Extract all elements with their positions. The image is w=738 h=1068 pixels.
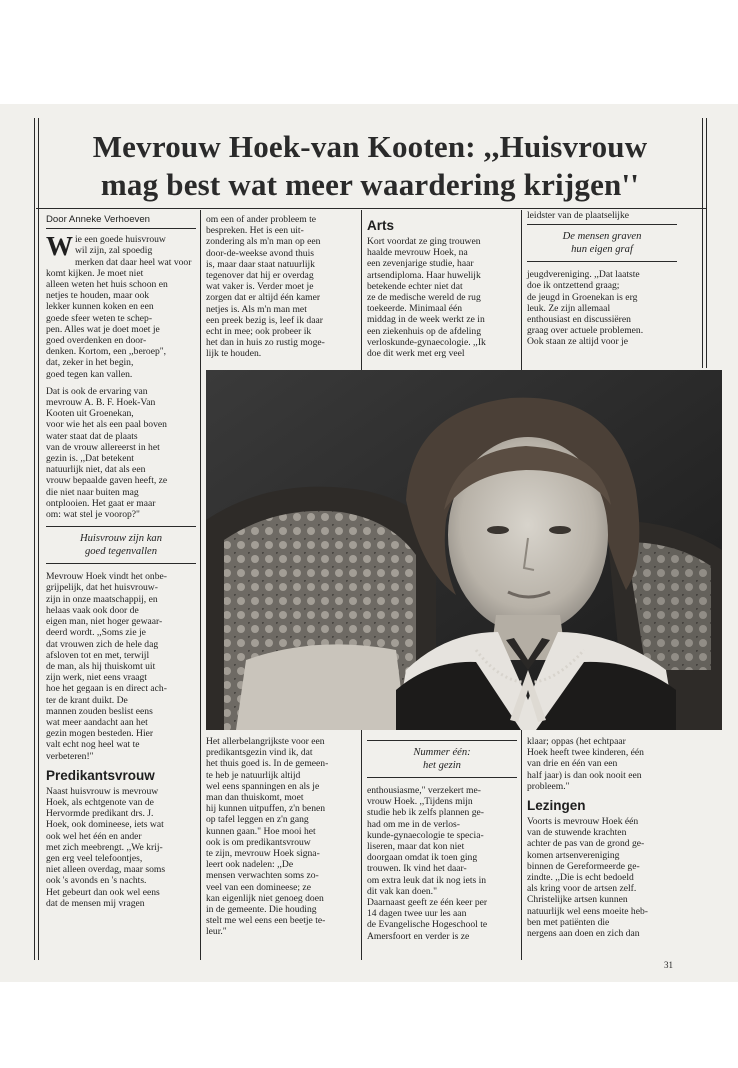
column-2-top bbox=[206, 214, 357, 360]
portrait-photo bbox=[206, 370, 722, 730]
page-number: 31 bbox=[664, 960, 673, 970]
column-1 bbox=[46, 214, 196, 909]
paragraph-predikant: Naast huisvrouw is mevrouw Hoek, als echtgenote van de Hervormde predikant drs. J. Hoek, ook domineese, iets wat ook wel het één en ander met zich meebrengt. ,,We krij- gen erg veel telefoontjes, niet alleen overdag, maar soms ook 's avonds en 's nachts. Het gebeurt dan ook wel eens dat de mensen mij vragen bbox=[46, 785, 166, 909]
column-3-bottom bbox=[367, 734, 517, 942]
column-rule-2b bbox=[361, 730, 362, 960]
pull-quote-graven: De mensen graven hun eigen graf bbox=[527, 224, 677, 262]
intro-paragraph bbox=[46, 231, 196, 380]
magazine-page bbox=[0, 104, 738, 982]
paragraph-onbegrijpelijk: Mevrouw Hoek vindt het onbe- grijpelijk, dat het huisvrouw- zijn in onze maatschappij, en helaas vaak ook door de eigen man, niet hoger gewaar- deerd wordt. ,,Soms zie je dat vrouwen zich de hele dag afsloven tot en met, terwijl de man, als hij thuiskomt uit zijn werk, niet eens vraagt hoe het gegaan is en direct ach- ter de krant duikt. De mannen zouden beslist eens wat meer aandacht aan het gezin mogen besteden. Hier valt echt nog heel wat te verbeteren!" bbox=[46, 571, 167, 762]
pull-quote-gezin: Nummer één: het gezin bbox=[367, 740, 517, 778]
paragraph-enthousiasme: enthousiasme," verzekert me- vrouw Hoek. ,,Tijdens mijn studie heb ik zelfs plannen ge- had om me in de verlos- kunde-gynaecologie te specia- liseren, maar dat kon niet doorgaan omdat ik toen ging trouwen. Ik vind het daar- om extra leuk dat ik nog iets in dit vak kan doen." Daarnaast geeft ze één keer per 14 dagen twee uur les aan de Evangelische Hogeschool te Amersfoort en verder is ze bbox=[367, 785, 488, 942]
column-4-top bbox=[527, 210, 677, 348]
column-rule-2 bbox=[361, 210, 362, 370]
column-2-bottom bbox=[206, 736, 357, 938]
intro-text: ie een goede huisvrouw wil zijn, zal spoedig merken dat daar heel wat voor komt kijken. Je moet niet alleen weten het huis schoon en netjes te houden, maar ook lekker kunnen koken en een goede sfeer weten te schep- pen. Alles wat je doet moet je goed overdenken en door- denken. Kortom, een ,,beroep", dat, zeker in het begin, goed tegen kan vallen. bbox=[46, 234, 192, 380]
article-headline bbox=[50, 128, 690, 204]
paragraph-jeugd: jeugdvereniging. ,,Dat laatste doe ik ontzettend graag; de jeugd in Groenekan is erg leuk. Ze zijn allemaal enthousiast en discussiëren graag over actuele problemen. Ook staan ze altijd voor je bbox=[527, 269, 644, 348]
column-3-top bbox=[367, 214, 517, 359]
portrait-illustration bbox=[206, 370, 722, 730]
headline-line-2: mag best wat meer waardering krijgen'' bbox=[100, 167, 640, 202]
headline-bottom-rule bbox=[36, 208, 706, 209]
frame-right-rule-inner bbox=[706, 118, 707, 368]
column-rule-1 bbox=[200, 210, 201, 960]
paragraph-allerbelangrijkste: Het allerbelangrijkste voor een predikantsgezin vind ik, dat het thuis goed is. In de gemeen- te heb je natuurlijk altijd wel eens spanningen en als je man dan thuiskomt, moet hij kunnen uitpuffen, z'n benen op tafel leggen en z'n gang kunnen gaan." Hoe mooi het ook is om predikantsvrouw te zijn, mevrouw Hoek signa- leert ook nadelen: ,,De mensen verwachten soms zo- veel van een domineese; ze kan eigenlijk niet genoeg doen in de gemeente. Die houding stelt me wel eens een beetje te- leur." bbox=[206, 736, 329, 938]
paragraph-arts: Kort voordat ze ging trouwen haalde mevrouw Hoek, na een zevenjarige studie, haar artsendiploma. Haar huwelijk betekende echter niet dat ze de medische wereld de rug toekeerde. Minimaal één middag in de week werkt ze in een ziekenhuis op de afdeling verloskunde-gynaecologie. ,,Ik doe dit werk met erg veel bbox=[367, 236, 486, 360]
frame-right-rule bbox=[702, 118, 703, 368]
subheading-arts: Arts bbox=[367, 218, 395, 233]
subheading-predikantsvrouw: Predikantsvrouw bbox=[46, 767, 155, 783]
paragraph-probleem: om een of ander probleem te bespreken. Het is een uit- zondering als m'n man op een door-de-weekse avond thuis is, maar daar staat natuurlijk tegenover dat hij er overdag wat vaker is. Verder moet je zorgen dat er altijd één kamer netjes is. Als m'n man met een preek bezig is, leef ik daar echt in mee; ook probeer ik het dan in huis zo rustig moge- lijk te houden. bbox=[206, 214, 325, 360]
pull-quote-huisvrouw: Huisvrouw zijn kan goed tegenvallen bbox=[46, 526, 196, 564]
paragraph-voorts: Voorts is mevrouw Hoek één van de stuwende krachten achter de pas van de grond ge- komen artsenvereniging binnen de Gereformeerde ge- zindte. ,,Die is echt bedoeld als kring voor de artsen zelf. Christelijke artsen kunnen natuurlijk wel eens moeite heb- ben met patiënten die nergens aan doen en zich dan bbox=[527, 816, 648, 940]
subheading-lezingen: Lezingen bbox=[527, 798, 586, 814]
paragraph-ervaring: Dat is ook de ervaring van mevrouw A. B. F. Hoek-Van Kooten uit Groenekan, voor wie het als een paal boven water staat dat de plaats van de vrouw allereerst in het gezin is. ,,Dat betekent natuurlijk niet, dat als een vrouw bepaalde gaven heeft, ze die niet naar buiten mag ontplooien. Het gaat er maar om: wat stel je voorop?" bbox=[46, 385, 168, 521]
frame-left-rule bbox=[34, 118, 35, 960]
headline-line-1: Mevrouw Hoek-van Kooten: ,,Huisvrouw bbox=[92, 129, 648, 164]
column-rule-3b bbox=[521, 730, 522, 960]
column-rule-3 bbox=[521, 210, 522, 370]
frame-left-rule-inner bbox=[38, 118, 39, 960]
paragraph-klaar: klaar; oppas (het echtpaar Hoek heeft twee kinderen, één van drie en één van een half jaar) is dan ook nooit een probleem." bbox=[527, 736, 644, 792]
column-4-bottom bbox=[527, 736, 677, 939]
paragraph-leidster: leidster van de plaatselijke bbox=[527, 210, 630, 221]
drop-cap: W bbox=[46, 231, 73, 262]
byline: Door Anneke Verhoeven bbox=[46, 214, 196, 229]
